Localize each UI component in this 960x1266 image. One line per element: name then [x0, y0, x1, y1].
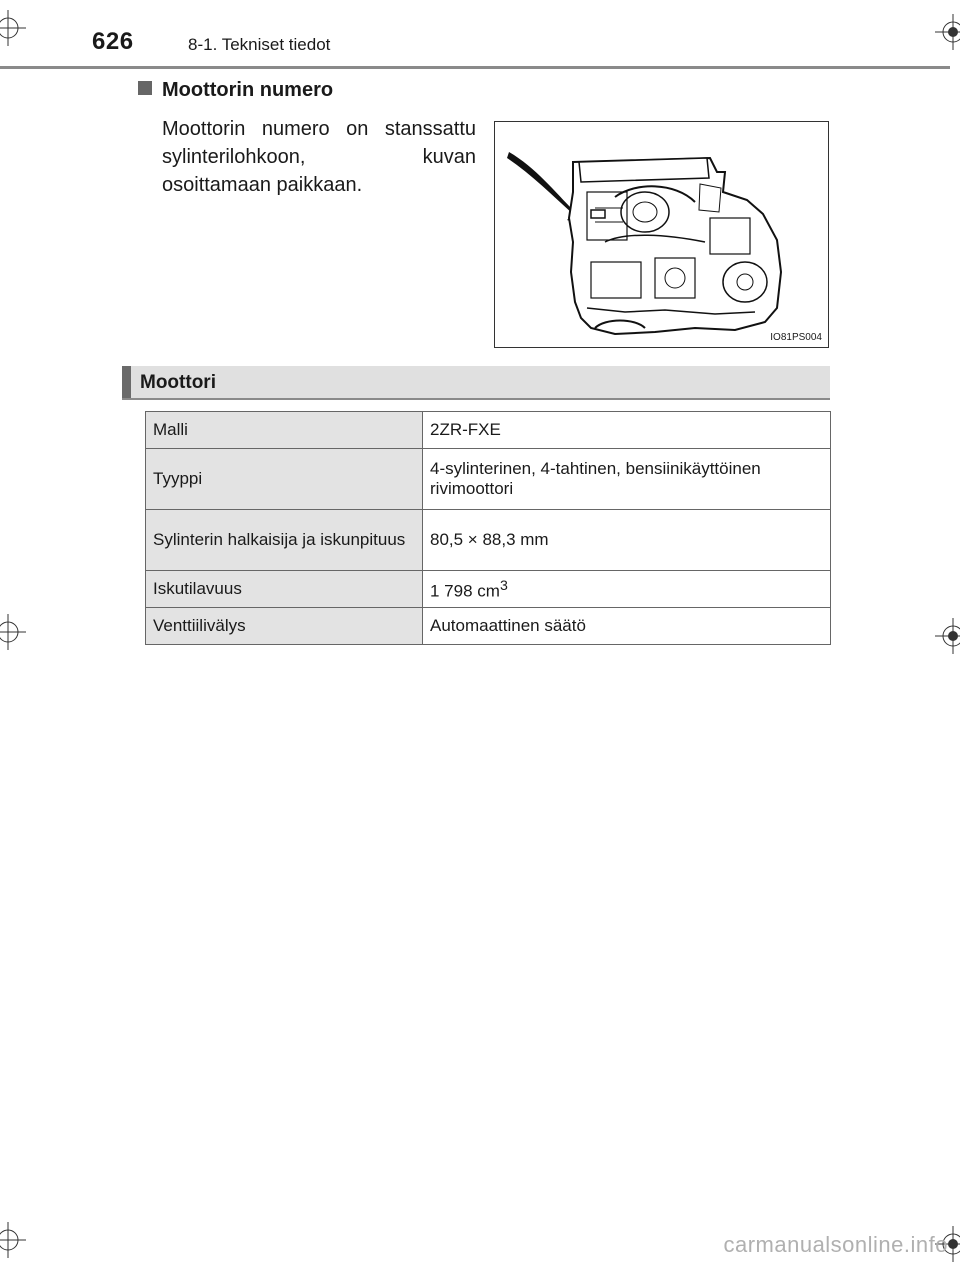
table-row: [146, 449, 831, 510]
registration-mark-icon: [0, 10, 26, 46]
registration-mark-icon: [935, 618, 960, 654]
engine-number-heading: [138, 79, 333, 102]
square-bullet-icon: [138, 81, 152, 95]
engine-illustration: [494, 121, 829, 348]
displacement-value: 1 798 cm: [430, 581, 500, 601]
spec-key: Tyyppi: [146, 449, 423, 510]
engine-number-description: Moottorin numero on stanssattu sylinterilohkoon, kuvan osoittamaan paikkaan.: [162, 118, 476, 196]
engine-section-title: Moottori: [140, 372, 216, 393]
spec-key: Malli: [146, 412, 423, 449]
engine-spec-table: [145, 411, 831, 645]
engine-number-heading-text: Moottorin numero: [162, 79, 334, 101]
figure-code: IO81PS004: [770, 332, 822, 343]
header-rule: [0, 66, 950, 69]
table-row: [146, 571, 831, 608]
section-title: 8-1. Tekniset tiedot: [188, 35, 331, 54]
section-bar: [122, 366, 131, 398]
table-row: [146, 510, 831, 571]
table-row: [146, 412, 831, 449]
spec-value: 4-sylinterinen, 4-tahtinen, bensiinikäyttöinen rivimoottori: [423, 449, 831, 510]
registration-mark-icon: [935, 14, 960, 50]
registration-mark-icon: [0, 1222, 26, 1258]
spec-key: Iskutilavuus: [146, 571, 423, 608]
registration-mark-icon: [0, 614, 26, 650]
table-row: [146, 608, 831, 645]
spec-key: Sylinterin halkaisija ja iskunpituus: [146, 510, 423, 571]
watermark: carmanualsonline.info: [723, 1232, 948, 1257]
spec-key: Venttiilivälys: [146, 608, 423, 645]
engine-section-heading: [122, 366, 830, 400]
page-number: 626: [92, 28, 134, 55]
engine-drawing-icon: [495, 122, 828, 347]
spec-value: 80,5 × 88,3 mm: [423, 510, 831, 571]
spec-value: Automaattinen säätö: [423, 608, 831, 645]
spec-value: 2ZR-FXE: [423, 412, 831, 449]
spec-value-displacement: [423, 571, 831, 608]
unit-superscript: 3: [499, 578, 508, 595]
